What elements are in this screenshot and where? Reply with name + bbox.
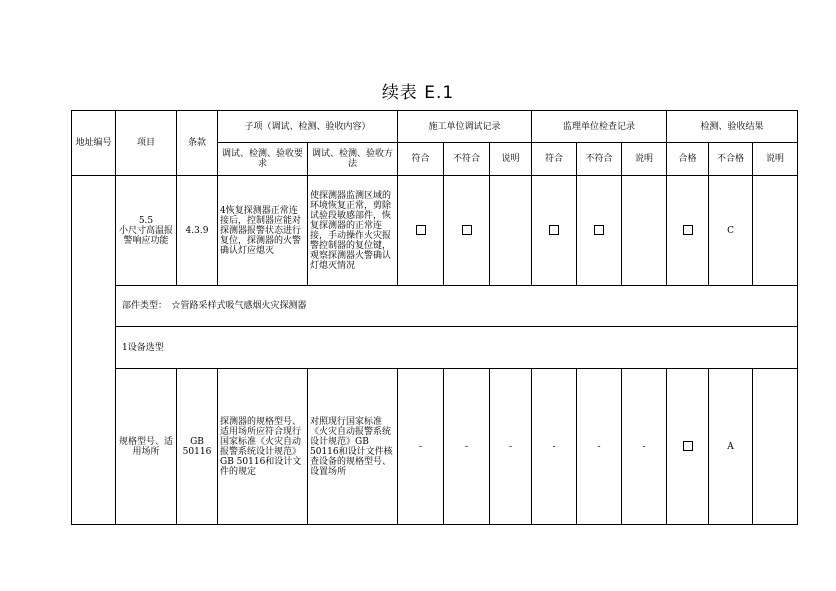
header-supervision-explain: 说明	[622, 143, 667, 176]
header-construction-nonconform: 不符合	[444, 143, 490, 176]
item-cell: 规格型号、适用场所	[116, 369, 177, 525]
checkbox[interactable]	[462, 225, 472, 235]
table-row	[72, 176, 798, 286]
supervision-explain-cell	[622, 176, 667, 286]
header-construction-explain: 说明	[490, 143, 532, 176]
supervision-conform-cell	[532, 176, 577, 286]
header-result-explain: 说明	[753, 143, 798, 176]
header-result-qualified: 合格	[667, 143, 709, 176]
header-sub-item: 子项（调试、检测、验收内容）	[218, 111, 398, 143]
construction-explain-cell: -	[490, 369, 532, 525]
header-supervision-conform: 符合	[532, 143, 577, 176]
acceptance-table	[71, 110, 798, 525]
address-no-cell	[72, 176, 116, 525]
result-unqualified-cell: A	[709, 369, 753, 525]
header-item: 项目	[116, 111, 177, 176]
header-result: 检测、验收结果	[667, 111, 798, 143]
section-heading: 1设备选型	[116, 327, 798, 369]
construction-conform-cell	[398, 176, 444, 286]
requirement-cell: 4恢复探测器正常连接后，控制器应能对探测器报警状态进行复位，探测器的火警确认灯应熄灭	[218, 176, 308, 286]
table-row	[72, 327, 798, 369]
construction-conform-cell: -	[398, 369, 444, 525]
checkbox[interactable]	[683, 441, 693, 451]
header-address-no: 地址编号	[72, 111, 116, 176]
component-type: 部件类型： ☆管路采样式吸气感烟火灾探测器	[116, 286, 798, 327]
clause-cell: 4.3.9	[177, 176, 218, 286]
requirement-cell: 探测器的规格型号、适用场所应符合现行国家标准《火灾自动报警系统设计规范》GB 50116和设计文件的规定	[218, 369, 308, 525]
page-title: 续表 E.1	[381, 83, 455, 103]
method-cell: 对照现行国家标准《火灾自动报警系统设计规范》GB 50116和设计文件核查设备的规格型号、设置场所	[308, 369, 398, 525]
result-qualified-cell	[667, 176, 709, 286]
header-result-unqualified: 不合格	[709, 143, 753, 176]
checkbox[interactable]	[549, 225, 559, 235]
construction-nonconform-cell	[444, 176, 490, 286]
result-explain-cell	[753, 176, 798, 286]
header-sub-method: 调试、检测、验收方法	[308, 143, 398, 176]
header-sub-requirement: 调试、检测、验收要求	[218, 143, 308, 176]
result-explain-cell	[753, 369, 798, 525]
result-qualified-cell	[667, 369, 709, 525]
method-cell: 使探测器监测区域的环境恢复正常，剪除试验段敏感部件，恢复探测器的正常连接，手动操作火灾报警控制器的复位键，观察探测器火警确认灯熄灭情况	[308, 176, 398, 286]
construction-nonconform-cell: -	[444, 369, 490, 525]
supervision-nonconform-cell	[577, 176, 622, 286]
header-clause: 条款	[177, 111, 218, 176]
header-construction-conform: 符合	[398, 143, 444, 176]
header-supervision-nonconform: 不符合	[577, 143, 622, 176]
construction-explain-cell	[490, 176, 532, 286]
checkbox[interactable]	[416, 225, 426, 235]
table-row	[72, 369, 798, 525]
header-supervision: 监理单位检查记录	[532, 111, 667, 143]
checkbox[interactable]	[594, 225, 604, 235]
table-row	[72, 286, 798, 327]
supervision-conform-cell: -	[532, 369, 577, 525]
supervision-explain-cell: -	[622, 369, 667, 525]
clause-cell: GB 50116	[177, 369, 218, 525]
supervision-nonconform-cell: -	[577, 369, 622, 525]
checkbox[interactable]	[683, 225, 693, 235]
result-unqualified-cell: C	[709, 176, 753, 286]
item-cell: 5.5 小尺寸高温报警响应功能	[116, 176, 177, 286]
header-construction: 施工单位调试记录	[398, 111, 532, 143]
